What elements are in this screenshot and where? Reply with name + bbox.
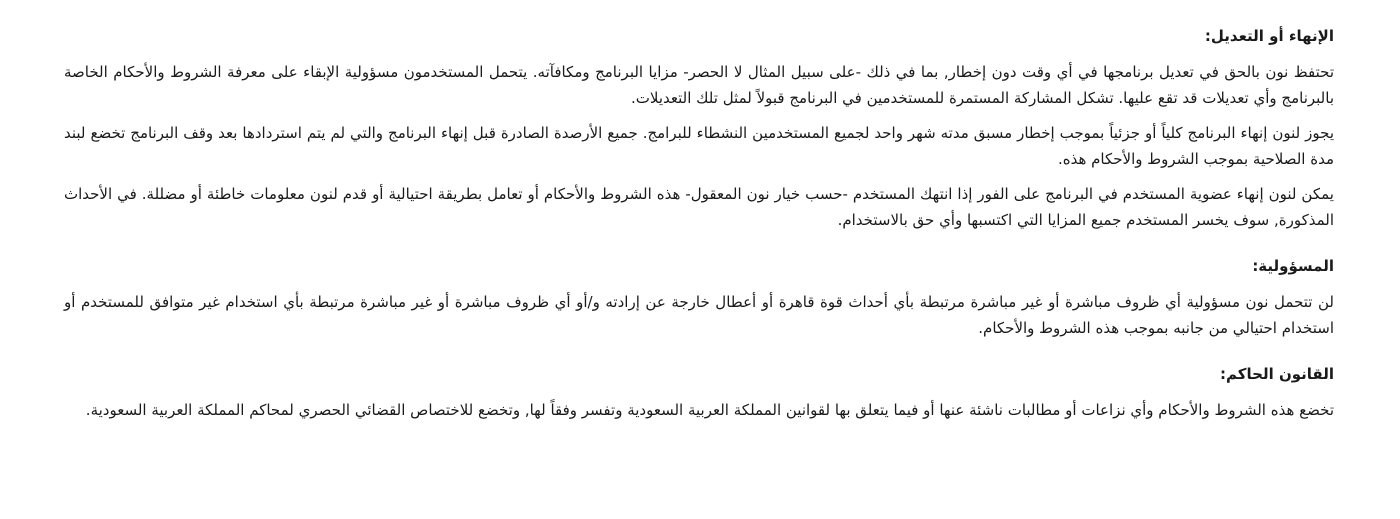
section-termination: [64, 25, 1334, 233]
section-liability: [64, 255, 1334, 341]
paragraph: يمكن لنون إنهاء عضوية المستخدم في البرنامج على الفور إذا انتهك المستخدم -حسب خيار نون المعقول- هذه الشروط والأحكام أو تعامل بطريقة احتيالية أو قدم لنون معلومات خاطئة أو مضللة. في الأحداث المذكورة, سوف يخسر المستخدم جميع المزايا التي اكتسبها وأي حق بالاستخدام.: [64, 185, 1334, 229]
section-heading: المسؤولية:: [1252, 257, 1334, 275]
section-heading: الإنهاء أو التعديل:: [1204, 27, 1334, 45]
section-spacer: [64, 242, 1334, 255]
section-heading: القانون الحاكم:: [1220, 365, 1334, 383]
section-governing-law: [64, 363, 1334, 423]
section-spacer: [64, 350, 1334, 363]
paragraph: لن تتحمل نون مسؤولية أي ظروف مباشرة أو غير مباشرة مرتبطة بأي أحداث قوة قاهرة أو أعطال خارجة عن إرادته و/أو أي ظروف مباشرة أو غير مباشرة مرتبطة بأي استخدام غير متوافق للمستخدم أو استخدام احتيالي من جانبه بموجب هذه الشروط والأحكام.: [64, 293, 1334, 337]
paragraph: تحتفظ نون بالحق في تعديل برنامجها في أي وقت دون إخطار, بما في ذلك -على سبيل المثال لا الحصر- مزايا البرنامج ومكافآته. يتحمل المستخدمون مسؤولية الإبقاء على معرفة الشروط والأحكام الخاصة بالبرنامج وأي تعديلات قد تقع عليها. تشكل المشاركة المستمرة للمستخدمين في البرنامج قبولاً لمثل تلك التعديلات.: [64, 63, 1334, 107]
paragraph: يجوز لنون إنهاء البرنامج كلياً أو جزئياً بموجب إخطار مسبق مدته شهر واحد لجميع المستخدمين النشطاء للبرامج. جميع الأرصدة الصادرة قبل إنهاء البرنامج والتي لم يتم استردادها بعد وقف البرنامج تخضع لبند مدة الصلاحية بموجب الشروط والأحكام هذه.: [64, 124, 1334, 168]
paragraph: تخضع هذه الشروط والأحكام وأي نزاعات أو مطالبات ناشئة عنها أو فيما يتعلق بها لقوانين المملكة العربية السعودية وتفسر وفقاً لها, وتخضع للاختصاص القضائي الحصري لمحاكم المملكة العربية السعودية.: [85, 401, 1334, 419]
